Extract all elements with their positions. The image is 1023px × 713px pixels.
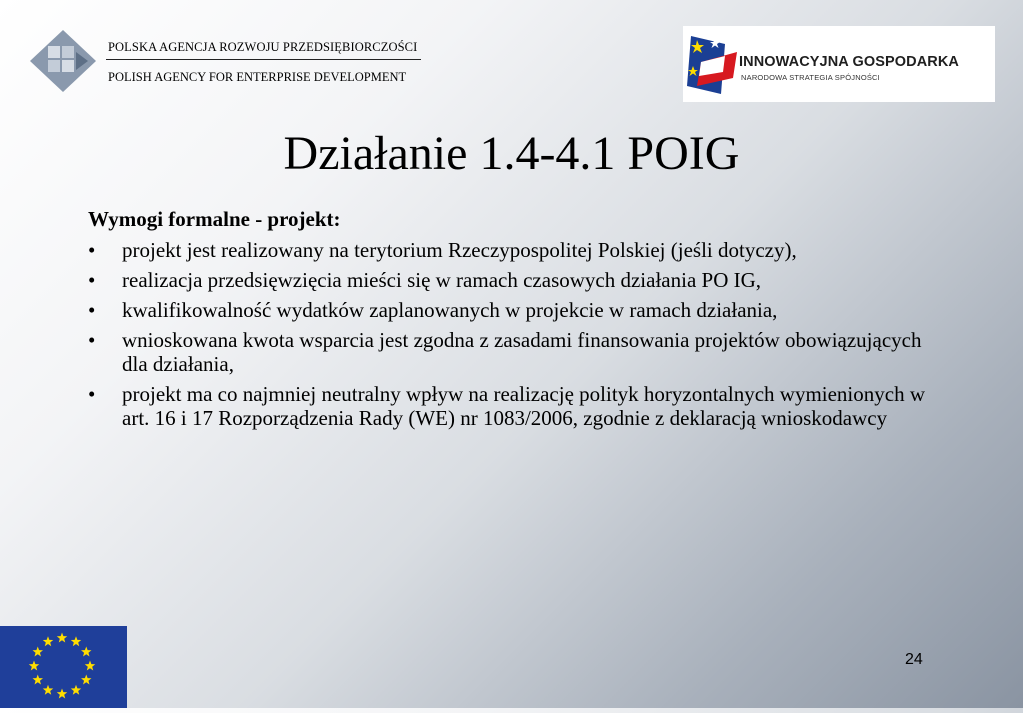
content-subheading: Wymogi formalne - projekt: bbox=[88, 207, 341, 231]
list-item bbox=[88, 382, 948, 430]
bullet-icon: • bbox=[88, 328, 96, 352]
parp-diamond-icon bbox=[28, 28, 98, 94]
list-item-text: projekt jest realizowany na terytorium Rzeczypospolitej Polskiej (jeśli dotyczy), bbox=[122, 238, 797, 262]
bullet-icon: • bbox=[88, 382, 96, 406]
bullet-icon: • bbox=[88, 268, 96, 292]
bullet-icon: • bbox=[88, 298, 96, 322]
list-item-text: realizacja przedsięwzięcia mieści się w ramach czasowych działania PO IG, bbox=[122, 268, 762, 292]
requirements-list bbox=[88, 238, 948, 430]
list-item bbox=[88, 268, 948, 292]
parp-name-polish: POLSKA AGENCJA ROZWOJU PRZEDSIĘBIORCZOŚCI bbox=[108, 40, 418, 54]
eu-stars-icon bbox=[0, 626, 127, 708]
list-item bbox=[88, 238, 948, 262]
list-item bbox=[88, 328, 948, 376]
parp-divider bbox=[106, 59, 421, 60]
list-item bbox=[88, 298, 948, 322]
slide-content bbox=[88, 207, 948, 436]
eu-star-icon bbox=[57, 633, 67, 643]
slide-title: Działanie 1.4-4.1 POIG bbox=[283, 127, 740, 180]
list-item-text: kwalifikowalność wydatków zaplanowanych w projekcie w ramach działania, bbox=[122, 298, 778, 322]
eu-star-icon bbox=[33, 675, 43, 685]
eu-star-icon bbox=[71, 685, 81, 695]
eu-star-icon bbox=[57, 689, 67, 699]
list-item-text: projekt ma co najmniej neutralny wpływ na realizację polityk horyzontalnych wymienionych w art. 16 i 17 Rozporządzenia Rady (WE) nr 1083/2006, zgodnie z deklaracją wnioskodawcy bbox=[122, 382, 926, 430]
ig-logo-subtitle: NARODOWA STRATEGIA SPÓJNOŚCI bbox=[741, 73, 880, 82]
list-item-text: wnioskowana kwota wsparcia jest zgodna z zasadami finansowania projektów obowiązujących dla działania, bbox=[122, 328, 922, 376]
ig-logo-title: INNOWACYJNA GOSPODARKA bbox=[739, 54, 959, 70]
eu-star-icon bbox=[43, 636, 53, 646]
innowacyjna-gospodarka-logo bbox=[683, 26, 995, 102]
eu-star-icon bbox=[33, 647, 43, 657]
eu-star-icon bbox=[81, 675, 91, 685]
parp-logo bbox=[28, 28, 428, 98]
eu-star-icon bbox=[43, 685, 53, 695]
eu-flag bbox=[0, 626, 127, 708]
bullet-icon: • bbox=[88, 238, 96, 262]
eu-star-icon bbox=[29, 661, 39, 671]
parp-name-english: POLISH AGENCY FOR ENTERPRISE DEVELOPMENT bbox=[108, 70, 407, 84]
page-number: 24 bbox=[905, 651, 923, 668]
eu-star-icon bbox=[85, 661, 95, 671]
eu-star-icon bbox=[71, 636, 81, 646]
ig-flag-icon bbox=[685, 32, 741, 98]
eu-star-icon bbox=[81, 647, 91, 657]
